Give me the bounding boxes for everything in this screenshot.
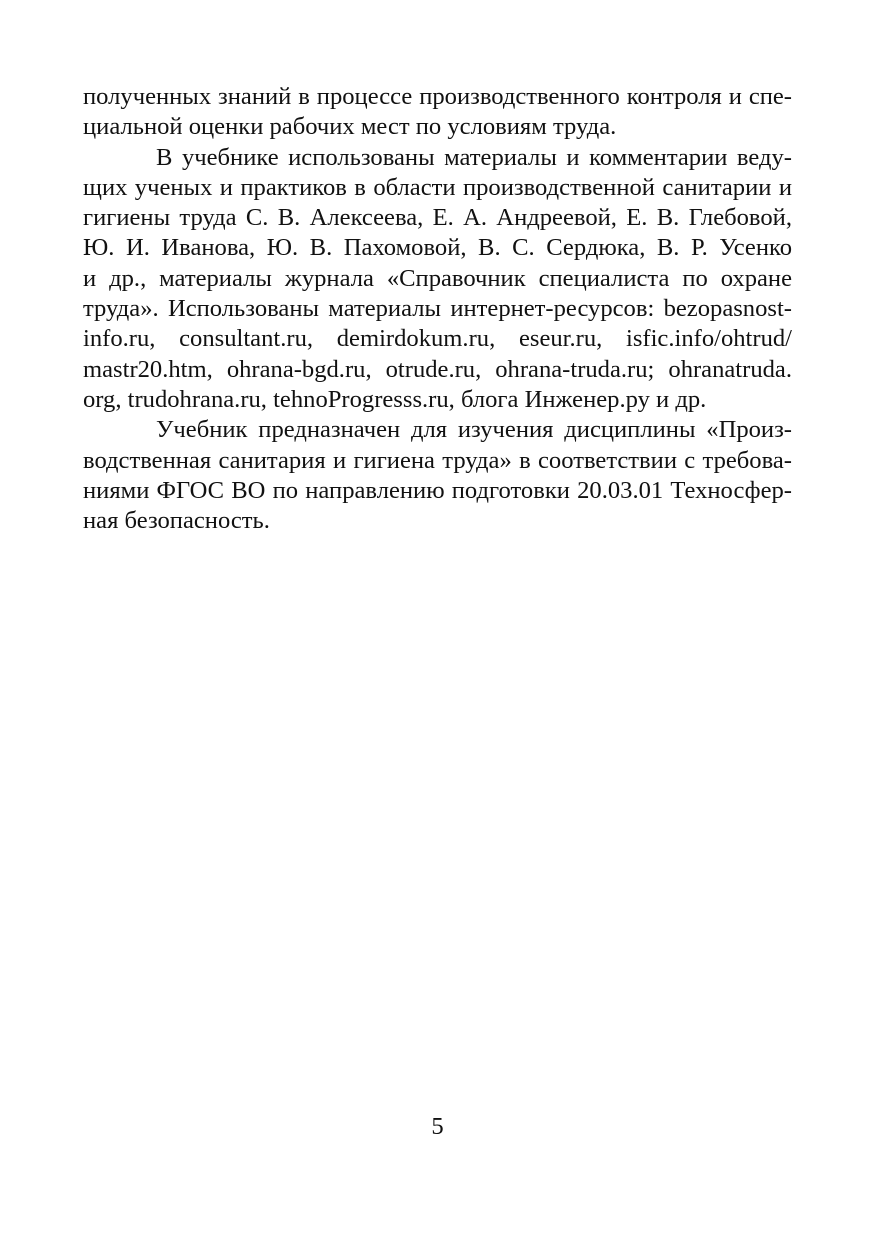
text-line: info.ru, consultant.ru, demirdokum.ru, eseur.ru, isfic.info/ohtrud/ <box>83 325 792 353</box>
text-line: щих ученых и практиков в области производственной санитарии и <box>83 173 792 201</box>
body-text <box>83 82 792 536</box>
text-line: ниями ФГОС ВО по направлению подготовки 20.03.01 Техносфер- <box>83 476 792 504</box>
text-line: org, trudohrana.ru, tehnoProgresss.ru, блога Инженер.ру и др. <box>83 385 707 413</box>
text-line: труда». Использованы материалы интернет-ресурсов: bezopasnost- <box>83 295 792 323</box>
text-line: В учебнике использованы материалы и комментарии веду- <box>156 143 792 171</box>
text-line: Ю. И. Иванова, Ю. В. Пахомовой, В. С. Сердюка, В. Р. Усенко <box>83 234 792 262</box>
text-line: ная безопасность. <box>83 507 270 535</box>
text-line: циальной оценки рабочих мест по условиям труда. <box>83 113 617 141</box>
text-line: и др., материалы журнала «Справочник специалиста по охране <box>83 264 792 292</box>
text-line: mastr20.htm, ohrana-bgd.ru, otrude.ru, ohrana-truda.ru; ohranatruda. <box>83 355 792 383</box>
text-line: водственная санитария и гигиена труда» в соответствии с требова- <box>83 446 792 474</box>
page-number: 5 <box>431 1113 444 1140</box>
text-line: гигиены труда С. В. Алексеева, Е. А. Андреевой, Е. В. Глебовой, <box>83 204 792 232</box>
text-line: полученных знаний в процессе производственного контроля и спе- <box>83 83 792 110</box>
text-line: Учебник предназначен для изучения дисциплины «Произ- <box>156 416 792 444</box>
